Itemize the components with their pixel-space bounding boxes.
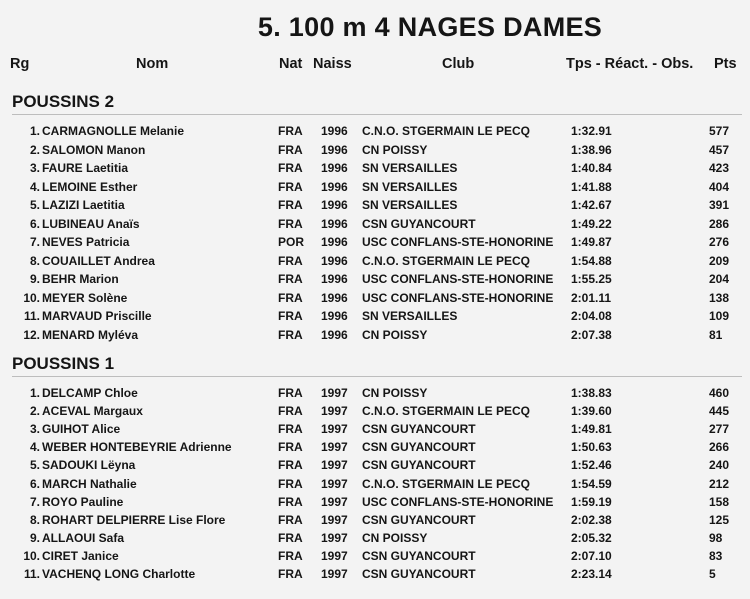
table-row xyxy=(0,422,750,440)
table-row xyxy=(0,440,750,458)
table-row xyxy=(0,235,750,253)
result-nationality: FRA xyxy=(278,548,303,563)
table-row xyxy=(0,477,750,495)
table-row xyxy=(0,458,750,476)
result-nationality: FRA xyxy=(278,124,303,138)
result-time: 1:42.67 xyxy=(571,198,612,212)
result-name: LUBINEAU Anaïs xyxy=(42,216,140,231)
result-birth-year: 1996 xyxy=(321,198,348,212)
result-club: CSN GUYANCOURT xyxy=(362,422,476,437)
result-birth-year: 1996 xyxy=(321,327,348,342)
result-nationality: FRA xyxy=(278,476,303,491)
result-club: C.N.O. STGERMAIN LE PECQ xyxy=(362,253,531,268)
result-points: 98 xyxy=(709,530,723,545)
result-points: 158 xyxy=(709,494,730,509)
result-nationality: FRA xyxy=(278,386,303,400)
result-name: BEHR Marion xyxy=(42,272,119,286)
table-row xyxy=(0,180,750,198)
result-time: 2:23.14 xyxy=(571,567,612,581)
result-birth-year: 1996 xyxy=(321,235,348,249)
result-nationality: FRA xyxy=(278,567,303,581)
result-name: GUIHOT Alice xyxy=(42,422,121,437)
result-rank: 1. xyxy=(29,124,40,138)
result-rank: 6. xyxy=(29,216,40,231)
result-birth-year: 1996 xyxy=(321,124,348,138)
result-nationality: FRA xyxy=(278,327,303,342)
result-club: CSN GUYANCOURT xyxy=(362,440,476,455)
category-heading: POUSSINS 2 xyxy=(12,92,115,111)
result-rank: 11. xyxy=(23,309,40,323)
result-club: CSN GUYANCOURT xyxy=(362,216,476,231)
category-divider xyxy=(12,114,742,115)
result-name: NEVES Patricia xyxy=(42,235,130,249)
result-rank: 4. xyxy=(29,440,40,455)
table-row xyxy=(0,328,750,346)
result-time: 1:40.84 xyxy=(571,161,612,175)
table-row xyxy=(0,254,750,272)
result-name: MENARD Myléva xyxy=(42,327,139,342)
result-birth-year: 1997 xyxy=(321,440,348,455)
result-nationality: FRA xyxy=(278,290,303,305)
category-divider xyxy=(12,376,742,377)
table-row xyxy=(0,143,750,161)
result-club: CSN GUYANCOURT xyxy=(362,567,476,581)
result-nationality: FRA xyxy=(278,440,303,455)
result-club: CSN GUYANCOURT xyxy=(362,548,476,563)
table-row xyxy=(0,217,750,235)
result-name: CARMAGNOLLE Melanie xyxy=(42,124,185,138)
result-name: VACHENQ LONG Charlotte xyxy=(42,567,196,581)
result-club: SN VERSAILLES xyxy=(362,161,458,175)
result-time: 1:41.88 xyxy=(571,179,612,194)
result-time: 1:54.88 xyxy=(571,253,612,268)
result-rank: 11. xyxy=(23,567,40,581)
result-points: 212 xyxy=(709,476,730,491)
result-birth-year: 1997 xyxy=(321,567,348,581)
result-nationality: FRA xyxy=(278,512,303,527)
result-rank: 12. xyxy=(23,327,40,342)
header-rank: Rg xyxy=(10,56,30,72)
result-rank: 10. xyxy=(23,548,40,563)
result-birth-year: 1996 xyxy=(321,142,348,157)
result-points: 5 xyxy=(709,567,716,581)
result-nationality: FRA xyxy=(278,198,303,212)
result-birth-year: 1996 xyxy=(321,179,348,194)
table-row xyxy=(0,161,750,179)
result-points: 204 xyxy=(709,272,730,286)
header-nat: Nat xyxy=(279,56,303,72)
category-heading: POUSSINS 1 xyxy=(12,354,115,373)
result-name: SADOUKI Lëyna xyxy=(42,458,136,473)
result-time: 1:49.22 xyxy=(571,216,612,231)
result-birth-year: 1997 xyxy=(321,530,348,545)
table-row xyxy=(0,272,750,290)
result-points: 138 xyxy=(709,290,730,305)
result-points: 445 xyxy=(709,404,730,419)
result-club: C.N.O. STGERMAIN LE PECQ xyxy=(362,476,531,491)
result-time: 1:38.83 xyxy=(571,386,612,400)
result-points: 209 xyxy=(709,253,730,268)
result-rank: 8. xyxy=(29,512,40,527)
header-club: Club xyxy=(442,56,475,72)
header-pts: Pts xyxy=(714,56,737,72)
result-club: USC CONFLANS-STE-HONORINE xyxy=(362,494,554,509)
result-points: 81 xyxy=(709,327,723,342)
result-time: 1:49.87 xyxy=(571,235,612,249)
result-time: 2:04.08 xyxy=(571,309,612,323)
page-title: 5. 100 m 4 NAGES DAMES xyxy=(257,12,603,42)
table-row xyxy=(0,386,750,404)
result-name: ROYO Pauline xyxy=(42,494,124,509)
result-club: SN VERSAILLES xyxy=(362,179,458,194)
result-rank: 9. xyxy=(29,530,40,545)
table-row xyxy=(0,309,750,327)
result-nationality: FRA xyxy=(278,142,303,157)
header-time: Tps - Réact. - Obs. xyxy=(566,56,694,72)
table-row xyxy=(0,124,750,142)
table-row xyxy=(0,404,750,422)
result-birth-year: 1996 xyxy=(321,272,348,286)
table-row xyxy=(0,549,750,567)
result-name: ALLAOUI Safa xyxy=(42,530,125,545)
header-birth: Naiss xyxy=(313,56,352,72)
result-nationality: FRA xyxy=(278,422,303,437)
result-rank: 10. xyxy=(23,290,40,305)
result-nationality: FRA xyxy=(278,179,303,194)
result-rank: 5. xyxy=(29,458,40,473)
result-name: CIRET Janice xyxy=(42,548,119,563)
result-rank: 3. xyxy=(29,161,40,175)
result-points: 286 xyxy=(709,216,730,231)
result-birth-year: 1997 xyxy=(321,458,348,473)
table-row xyxy=(0,513,750,531)
result-birth-year: 1996 xyxy=(321,253,348,268)
result-rank: 2. xyxy=(29,404,40,419)
result-birth-year: 1997 xyxy=(321,404,348,419)
result-nationality: FRA xyxy=(278,309,303,323)
result-club: CSN GUYANCOURT xyxy=(362,512,476,527)
result-time: 1:39.60 xyxy=(571,404,612,419)
result-rank: 8. xyxy=(29,253,40,268)
result-club: CN POISSY xyxy=(362,142,428,157)
result-nationality: FRA xyxy=(278,253,303,268)
result-time: 2:05.32 xyxy=(571,530,612,545)
result-name: LAZIZI Laetitia xyxy=(42,198,125,212)
result-nationality: POR xyxy=(278,235,305,249)
result-name: COUAILLET Andrea xyxy=(42,253,155,268)
result-rank: 6. xyxy=(29,476,40,491)
result-birth-year: 1997 xyxy=(321,422,348,437)
result-rank: 7. xyxy=(29,235,40,249)
result-rank: 5. xyxy=(29,198,40,212)
result-points: 109 xyxy=(709,309,730,323)
result-rank: 4. xyxy=(29,179,40,194)
result-time: 1:50.63 xyxy=(571,440,612,455)
result-rank: 2. xyxy=(29,142,40,157)
result-points: 240 xyxy=(709,458,730,473)
result-birth-year: 1996 xyxy=(321,309,348,323)
result-points: 277 xyxy=(709,422,730,437)
result-name: WEBER HONTEBEYRIE Adrienne xyxy=(42,440,232,455)
result-time: 1:59.19 xyxy=(571,494,612,509)
result-nationality: FRA xyxy=(278,458,303,473)
result-club: SN VERSAILLES xyxy=(362,198,458,212)
result-nationality: FRA xyxy=(278,272,303,286)
result-club: SN VERSAILLES xyxy=(362,309,458,323)
result-time: 1:32.91 xyxy=(571,124,612,138)
result-points: 460 xyxy=(709,386,730,400)
result-time: 2:02.38 xyxy=(571,512,612,527)
result-time: 1:49.81 xyxy=(571,422,612,437)
table-row xyxy=(0,567,750,585)
result-birth-year: 1997 xyxy=(321,494,348,509)
result-time: 1:55.25 xyxy=(571,272,612,286)
result-name: SALOMON Manon xyxy=(42,142,146,157)
result-club: C.N.O. STGERMAIN LE PECQ xyxy=(362,124,531,138)
result-time: 2:07.38 xyxy=(571,327,612,342)
result-birth-year: 1997 xyxy=(321,386,348,400)
result-points: 266 xyxy=(709,440,730,455)
result-nationality: FRA xyxy=(278,404,303,419)
result-club: USC CONFLANS-STE-HONORINE xyxy=(362,272,554,286)
result-rank: 7. xyxy=(29,494,40,509)
result-name: MARVAUD Priscille xyxy=(42,309,152,323)
result-points: 457 xyxy=(709,142,730,157)
result-name: ROHART DELPIERRE Lise Flore xyxy=(42,512,226,527)
result-name: FAURE Laetitia xyxy=(42,161,129,175)
result-club: CN POISSY xyxy=(362,386,428,400)
result-time: 1:54.59 xyxy=(571,476,612,491)
result-club: USC CONFLANS-STE-HONORINE xyxy=(362,290,554,305)
result-time: 1:52.46 xyxy=(571,458,612,473)
result-name: LEMOINE Esther xyxy=(42,179,138,194)
result-nationality: FRA xyxy=(278,494,303,509)
result-time: 1:38.96 xyxy=(571,142,612,157)
result-points: 577 xyxy=(709,124,730,138)
table-row xyxy=(0,495,750,513)
result-club: CN POISSY xyxy=(362,327,428,342)
result-name: MARCH Nathalie xyxy=(42,476,137,491)
result-name: DELCAMP Chloe xyxy=(42,386,138,400)
result-points: 83 xyxy=(709,548,723,563)
result-points: 125 xyxy=(709,512,730,527)
table-row xyxy=(0,198,750,216)
result-rank: 3. xyxy=(29,422,40,437)
header-name: Nom xyxy=(136,56,169,72)
result-birth-year: 1996 xyxy=(321,290,348,305)
result-birth-year: 1996 xyxy=(321,216,348,231)
result-rank: 9. xyxy=(29,272,40,286)
result-birth-year: 1996 xyxy=(321,161,348,175)
result-points: 276 xyxy=(709,235,730,249)
result-birth-year: 1997 xyxy=(321,476,348,491)
result-nationality: FRA xyxy=(278,530,303,545)
result-nationality: FRA xyxy=(278,216,303,231)
table-row xyxy=(0,531,750,549)
table-row xyxy=(0,291,750,309)
result-rank: 1. xyxy=(29,386,40,400)
result-club: CN POISSY xyxy=(362,530,428,545)
result-points: 391 xyxy=(709,198,730,212)
result-points: 423 xyxy=(709,161,730,175)
result-nationality: FRA xyxy=(278,161,303,175)
result-name: MEYER Solène xyxy=(42,290,128,305)
result-club: CSN GUYANCOURT xyxy=(362,458,476,473)
result-time: 2:07.10 xyxy=(571,548,612,563)
result-points: 404 xyxy=(709,179,730,194)
result-name: ACEVAL Margaux xyxy=(42,404,143,419)
result-birth-year: 1997 xyxy=(321,548,348,563)
result-time: 2:01.11 xyxy=(571,290,612,305)
result-birth-year: 1997 xyxy=(321,512,348,527)
result-club: USC CONFLANS-STE-HONORINE xyxy=(362,235,554,249)
result-club: C.N.O. STGERMAIN LE PECQ xyxy=(362,404,531,419)
